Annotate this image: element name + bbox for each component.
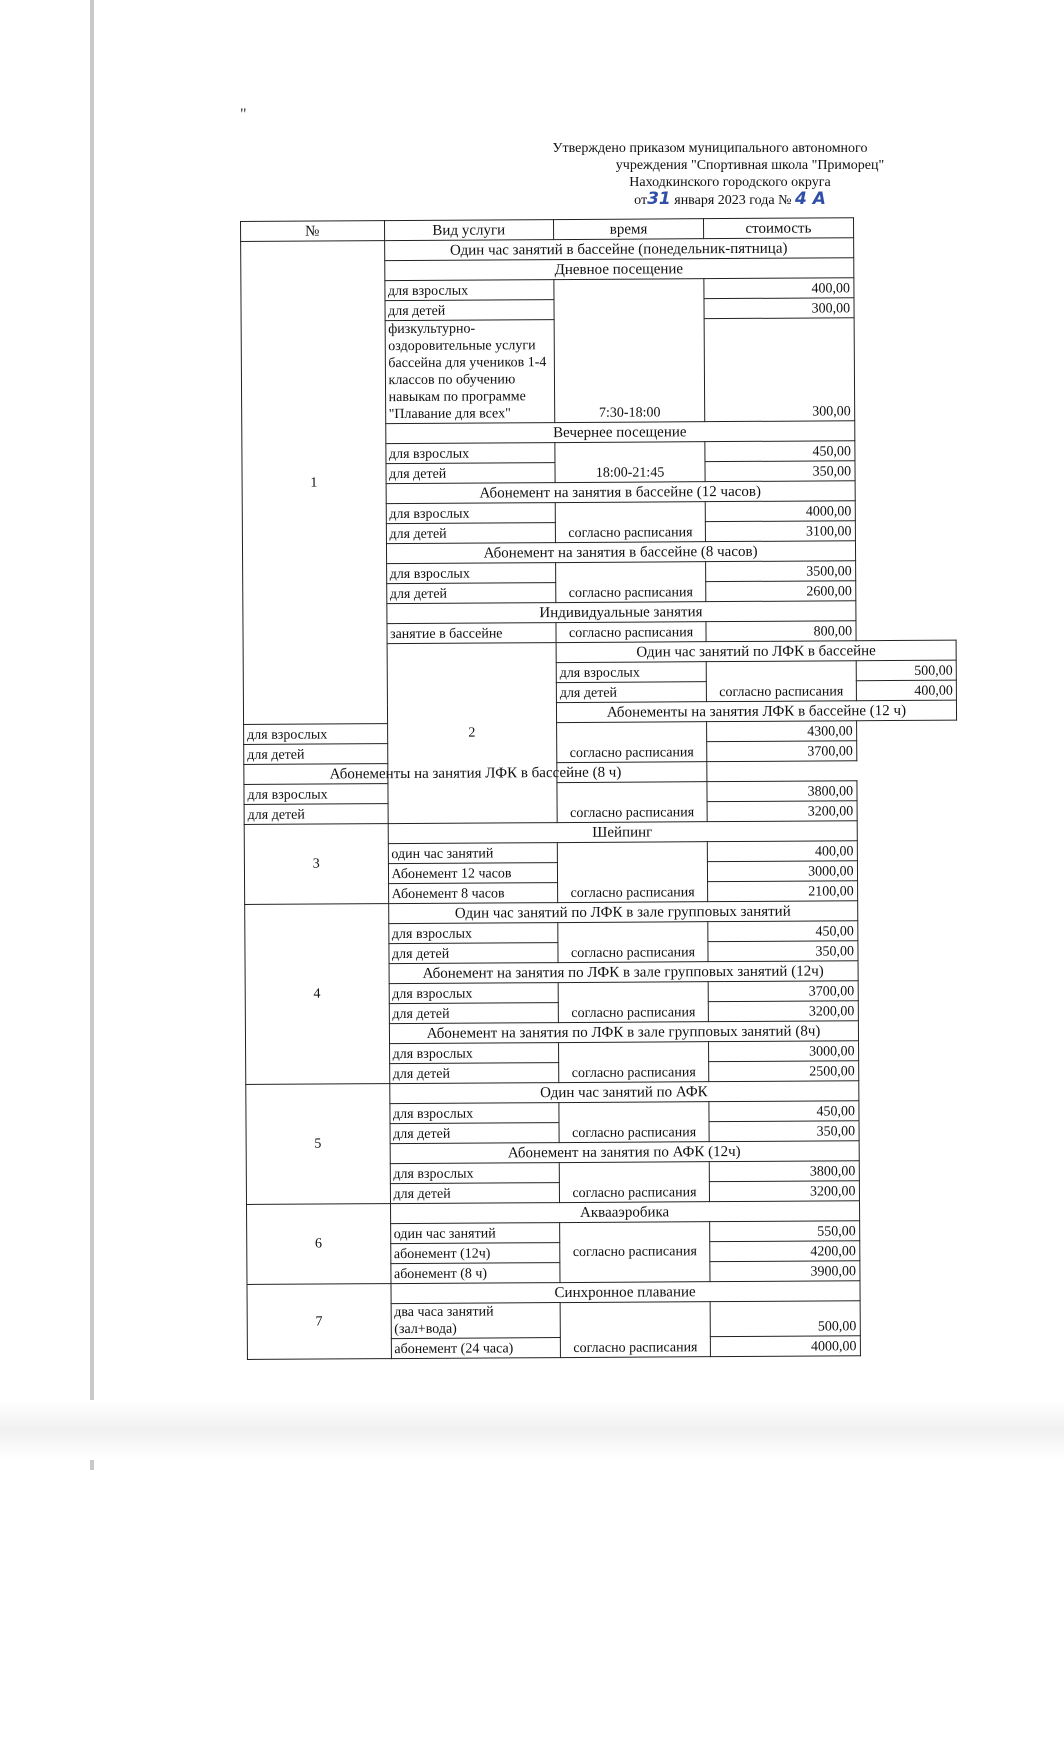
service-time: согласно расписания (558, 922, 709, 963)
service-price: 3700,00 (707, 741, 856, 762)
service-price: 500,00 (710, 1301, 860, 1337)
service-price: 450,00 (705, 441, 854, 462)
date-middle: января 2023 года № (674, 193, 792, 208)
service-name: для взрослых (386, 563, 556, 584)
service-name: для взрослых (244, 724, 388, 745)
col-number: № (241, 221, 385, 242)
section-title: Абонементы на занятия ЛФК в бассейне (12 ч) (556, 700, 956, 722)
service-price: 350,00 (705, 461, 854, 482)
service-price: 3000,00 (709, 1041, 858, 1062)
group-number: 4 (245, 904, 390, 1085)
service-time: согласно расписания (558, 1042, 709, 1083)
service-name: для детей (385, 300, 555, 321)
service-time: согласно расписания (555, 562, 706, 603)
service-price: 450,00 (709, 1101, 858, 1122)
group-number: 1 (241, 241, 387, 725)
service-name: для детей (556, 682, 706, 703)
service-price: 3100,00 (706, 521, 855, 542)
service-price: 400,00 (856, 680, 957, 701)
group-number: 5 (246, 1084, 390, 1205)
service-name: для взрослых (556, 662, 706, 683)
section-title: Один час занятий по ЛФК в зале групповых занятий (388, 901, 857, 924)
service-name: для детей (244, 744, 388, 765)
section-title: Синхронное плавание (391, 1281, 860, 1304)
service-time: согласно расписания (555, 502, 706, 543)
service-time: согласно расписания (560, 1222, 711, 1283)
scan-mark: " (240, 106, 247, 123)
service-time: согласно расписания (557, 782, 708, 823)
service-price: 3900,00 (710, 1261, 859, 1282)
service-price: 3800,00 (707, 781, 856, 802)
col-service: Вид услуги (384, 220, 554, 241)
service-name: для детей (388, 943, 558, 964)
service-name: для детей (386, 583, 556, 604)
section-title: Абонементы на занятия ЛФК в бассейне (8 ч) (244, 762, 707, 785)
service-name: для взрослых (384, 280, 554, 301)
service-price: 2100,00 (708, 881, 857, 902)
price-table (240, 217, 961, 1360)
service-price: 2500,00 (709, 1061, 858, 1082)
service-price: 3000,00 (708, 861, 857, 882)
service-name: для детей (386, 523, 556, 544)
service-name: Абонемент 12 часов (388, 863, 558, 884)
section-title: Абонемент на занятия по ЛФК в зале групповых занятий (8ч) (389, 1021, 858, 1044)
service-name: для детей (389, 1063, 559, 1084)
service-name: для взрослых (389, 983, 559, 1004)
service-price: 4000,00 (705, 501, 854, 522)
service-name: для взрослых (388, 923, 558, 944)
subsection-title: Вечернее посещение (385, 421, 854, 444)
service-name: Абонемент 8 часов (388, 883, 558, 904)
section-title: Абонемент на занятия по ЛФК в зале групповых занятий (12ч) (389, 961, 858, 984)
header-line-2: учреждения "Спортивная школа "Приморец" (615, 158, 885, 173)
service-price: 300,00 (704, 298, 853, 319)
service-name: абонемент (12ч) (390, 1243, 560, 1264)
service-name: для детей (386, 463, 556, 484)
service-time: согласно расписания (556, 622, 706, 643)
service-time: согласно расписания (559, 1102, 710, 1143)
service-name: для взрослых (385, 443, 555, 464)
section-title: Один час занятий по ЛФК в бассейне (556, 640, 956, 662)
col-time: время (553, 219, 703, 240)
service-price: 800,00 (706, 621, 855, 642)
service-time: согласно расписания (560, 1302, 711, 1358)
service-name: абонемент (24 часа) (391, 1338, 561, 1359)
service-time: согласно расписания (559, 1162, 710, 1203)
service-price: 3500,00 (706, 561, 855, 582)
col-price: стоимость (704, 218, 853, 239)
service-name: физкультурно-оздоровительные услуги бассейна для учеников 1-4 классов по обучению навыкам по программе "Плавание для всех" (385, 320, 555, 424)
service-name: для взрослых (389, 1103, 559, 1124)
date-day-handwritten: 31 (647, 189, 671, 209)
section-title: Абонемент на занятия в бассейне (12 часов) (386, 481, 855, 504)
group-number: 7 (247, 1284, 391, 1360)
section-title: Абонемент на занятия в бассейне (8 часов) (386, 541, 855, 564)
service-price: 3800,00 (709, 1161, 858, 1182)
service-name: для детей (244, 804, 388, 825)
date-prefix: от (634, 193, 648, 208)
approval-header (520, 140, 940, 209)
service-name: для детей (389, 1003, 559, 1024)
service-price: 400,00 (707, 841, 856, 862)
order-number-handwritten: 4 А (794, 189, 826, 209)
service-price: 3200,00 (710, 1181, 859, 1202)
section-title: Индивидуальные занятия (386, 601, 855, 624)
service-price: 3200,00 (708, 1001, 857, 1022)
section-title: Шейпинг (388, 821, 857, 844)
service-price: 350,00 (709, 1121, 858, 1142)
service-price: 3700,00 (708, 981, 857, 1002)
service-time: 7:30-18:00 (554, 279, 705, 423)
scan-edge (90, 0, 94, 1470)
section-title: Один час занятий по АФК (389, 1081, 858, 1104)
group-number: 2 (387, 643, 557, 824)
service-price: 550,00 (710, 1221, 859, 1242)
service-time: согласно расписания (556, 722, 707, 763)
service-price: 350,00 (708, 941, 857, 962)
service-name: один час занятий (388, 843, 558, 864)
service-price: 300,00 (704, 318, 854, 422)
section-title: Абонемент на занятия по АФК (12ч) (390, 1141, 859, 1164)
section-title: Один час занятий в бассейне (понедельник-пятница) (384, 238, 853, 261)
service-price: 450,00 (708, 921, 857, 942)
group-number: 6 (247, 1204, 391, 1285)
header-date-line (520, 191, 940, 209)
service-name: для взрослых (244, 784, 388, 805)
service-name: занятие в бассейне (386, 623, 556, 644)
service-name: два часа занятий (зал+вода) (391, 1303, 561, 1339)
header-line-1: Утверждено приказом муниципального автономного (552, 141, 868, 156)
service-name: один час занятий (390, 1223, 560, 1244)
service-price: 4200,00 (710, 1241, 859, 1262)
service-name: для взрослых (386, 503, 556, 524)
service-time: 18:00-21:45 (555, 442, 706, 483)
header-line-3: Находкинского городского округа (629, 175, 831, 190)
service-price: 3200,00 (707, 801, 856, 822)
subsection-title: Дневное посещение (384, 258, 853, 281)
service-name: абонемент (8 ч) (390, 1263, 560, 1284)
service-time: согласно расписания (557, 842, 708, 903)
service-time: согласно расписания (558, 982, 709, 1023)
service-price: 4000,00 (711, 1336, 860, 1357)
service-name: для детей (390, 1123, 560, 1144)
group-number: 3 (244, 824, 388, 905)
service-name: для детей (390, 1183, 560, 1204)
service-price: 4300,00 (707, 721, 856, 742)
service-price: 500,00 (856, 660, 957, 681)
service-time: согласно расписания (706, 661, 856, 702)
service-price: 2600,00 (706, 581, 855, 602)
scan-shadow (0, 1400, 1064, 1460)
service-name: для взрослых (389, 1043, 559, 1064)
service-price: 400,00 (704, 278, 853, 299)
service-name: для взрослых (390, 1163, 560, 1184)
section-title: Аквааэробика (390, 1201, 859, 1224)
